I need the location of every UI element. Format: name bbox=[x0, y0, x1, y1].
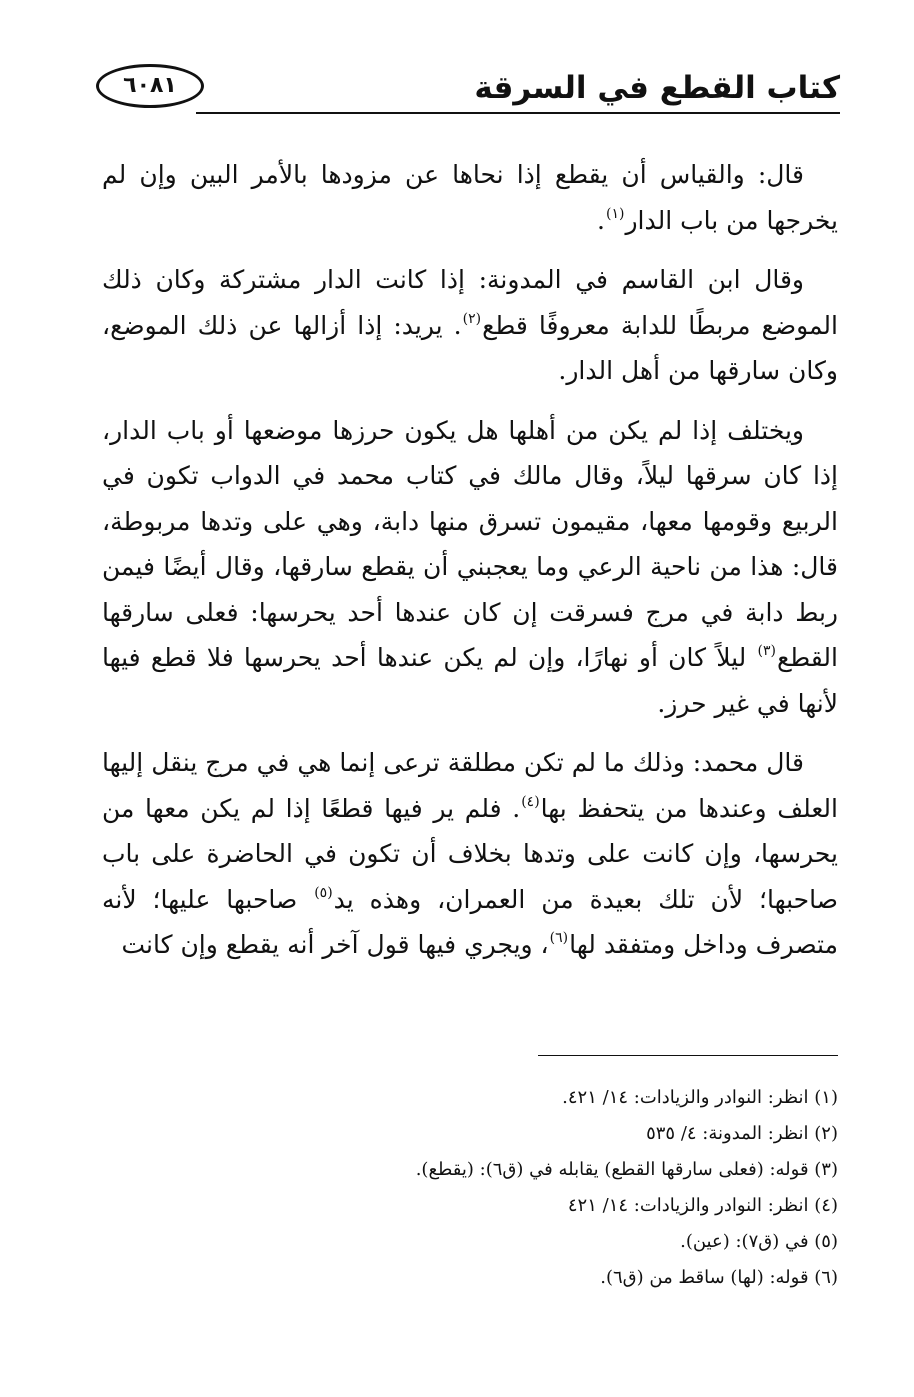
paragraph-text: صاحبها عليها؛ لأنه متصرف وداخل ومتفقد لها bbox=[102, 884, 838, 959]
footnote-marker-2[interactable]: (٢) bbox=[462, 310, 482, 327]
page-number-oval bbox=[96, 64, 204, 108]
footnote-separator bbox=[538, 1055, 838, 1056]
footnote-marker-5[interactable]: (٥) bbox=[314, 884, 333, 901]
footnote-marker-4[interactable]: (٤) bbox=[521, 793, 540, 810]
footnote-1: (١) انظر: النوادر والزيادات: ١٤/ ٤٢١. bbox=[562, 1087, 838, 1108]
paragraph-3 bbox=[102, 408, 838, 727]
page-number: ٦٠٨١ bbox=[123, 73, 177, 98]
paragraph-text: . يريد: إذا أزالها عن ذلك الموضع، وكان سارقها من أهل الدار. bbox=[102, 310, 838, 385]
footnote-marker-6[interactable]: (٦) bbox=[549, 930, 569, 946]
paragraph-text: قال: والقياس أن يقطع إذا نحاها عن مزودها بالأمر البين وإن لم يخرجها من باب الدار bbox=[102, 160, 838, 235]
paragraph-4 bbox=[102, 740, 838, 968]
paragraph-text: . bbox=[597, 205, 605, 235]
footnote-3: (٣) قوله: (فعلى سارقها القطع) يقابله في (ق٦): (يقطع). bbox=[415, 1159, 838, 1180]
footnotes-list bbox=[102, 1080, 838, 1296]
book-title: كتاب القطع في السرقة bbox=[474, 70, 840, 106]
paragraph-text: ليلاً كان أو نهارًا، وإن لم يكن عندها أحد يحرسها فلا قطع فيها لأنها في غير حرز. bbox=[102, 643, 838, 718]
paragraph-text: . فلم ير فيها قطعًا إذا لم يكن معها من يحرسها، وإن كانت على وتدها بخلاف أن تكون في الحاضرة على باب صاحبها؛ لأن تلك بعيدة من العمران، وهذه يد bbox=[102, 793, 838, 914]
page-header bbox=[96, 62, 840, 124]
paragraph-text: ، ويجري فيها قول آخر أنه يقطع وإن كانت bbox=[121, 930, 549, 959]
paragraph-text: وقال ابن القاسم في المدونة: إذا كانت الدار مشتركة وكان ذلك الموضع مربطًا للدابة معروفًا قطع bbox=[102, 265, 838, 340]
footnote-5: (٥) في (ق٧): (عين). bbox=[680, 1231, 838, 1252]
paragraph-text: ويختلف إذا لم يكن من أهلها هل يكون حرزها موضعها أو باب الدار، إذا كان سرقها ليلاً، وقال مالك في كتاب محمد في الدواب تكون في الربيع وقومها معها، مقيمون تسرق منها دابة، وهي على وتدها مربوطة، قال: هذا من ناحية الرعي وما يعجبني أن يقطع سارقها، وقال أيضًا فيمن ربط دابة في مرج فسرقت إن كان عندها أحد يحرسها: فعلى سارقها القطع bbox=[102, 415, 838, 672]
header-rule bbox=[196, 112, 840, 114]
paragraph-2 bbox=[102, 257, 838, 394]
footnote-marker-1[interactable]: (١) bbox=[605, 205, 625, 222]
footnote-marker-3[interactable]: (٣) bbox=[757, 643, 776, 659]
footnote-2: (٢) انظر: المدونة: ٤/ ٥٣٥ bbox=[646, 1123, 838, 1144]
footnote-4: (٤) انظر: النوادر والزيادات: ١٤/ ٤٢١ bbox=[567, 1195, 838, 1216]
paragraph-text: قال محمد: وذلك ما لم تكن مطلقة ترعى إنما هي في مرج ينقل إليها العلف وعندها من يتحفظ بها bbox=[102, 748, 838, 823]
paragraph-1 bbox=[102, 152, 838, 243]
footnote-6: (٦) قوله: (لها) ساقط من (ق٦). bbox=[600, 1267, 838, 1288]
main-text bbox=[102, 152, 838, 982]
